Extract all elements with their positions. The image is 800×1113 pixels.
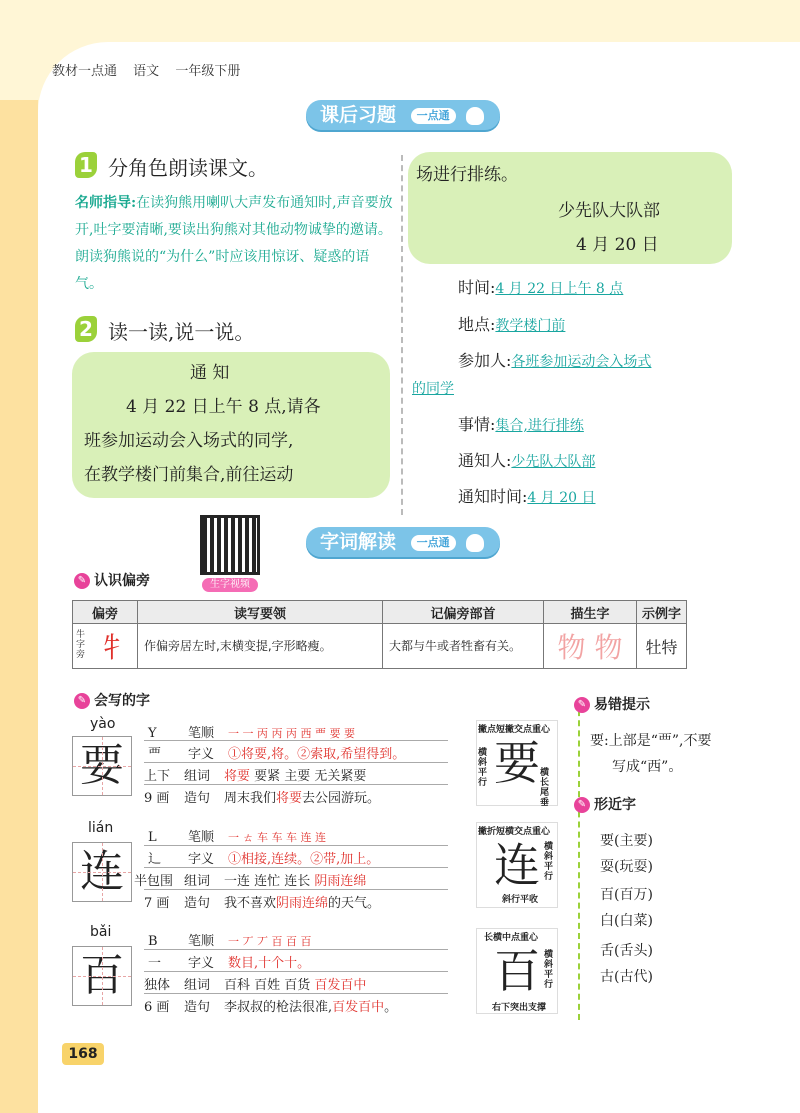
radical-table (72, 600, 687, 669)
words-row (144, 974, 366, 993)
word-highlight: 阴雨连绵 (314, 874, 367, 889)
stroke-order: 一 ㄊ 车 车 车 连 连 (228, 831, 326, 844)
demo-tip: 横斜平行 (478, 748, 488, 788)
answer-value: 教学楼门前 (495, 318, 566, 334)
header-cell: 读写要领 (138, 601, 383, 624)
words-row (134, 870, 366, 889)
divider (144, 949, 448, 950)
column-divider (401, 155, 403, 515)
words: 百科 百姓 百货 (224, 978, 311, 993)
similar-title-label: 形近字 (594, 797, 636, 813)
demo-tip: 横斜平行 (544, 842, 554, 882)
order-row (148, 826, 326, 845)
answer-notifier (458, 448, 595, 471)
meaning-row (148, 743, 405, 762)
question-number-1: 1 (75, 152, 97, 178)
row-label: 组词 (184, 769, 211, 784)
answer-value: 集合,进行排练 (495, 418, 584, 434)
similar-pair-item: 耍(玩耍) (600, 859, 653, 875)
page-header (52, 60, 252, 79)
letter: L (148, 830, 157, 845)
banner-subtitle: 一点通 (411, 108, 456, 124)
header-cell: 描生字 (544, 601, 637, 624)
meaning: 数目,十个十。 (228, 956, 311, 971)
subject-name: 语文 (133, 64, 160, 79)
notice-sign: 少先队大队部 (558, 201, 660, 221)
structure: 上下 (144, 769, 171, 784)
answer-value: 4 月 20 日 (527, 490, 596, 506)
similar-pair-item: 要(主要) (600, 833, 653, 849)
banner-subtitle: 一点通 (411, 535, 456, 551)
question-number-2: 2 (75, 316, 97, 342)
radical: 辶 (148, 852, 162, 867)
demo-tip: 横斜平行 (544, 950, 554, 990)
divider (144, 867, 448, 868)
stroke-order: 一 丆 丆 百 百 百 (228, 935, 312, 948)
pencil-icon: ✎ (74, 573, 90, 589)
similar-pair-item: 古(古代) (600, 969, 653, 985)
char-box: 百 (72, 946, 132, 1006)
answer-label: 通知时间: (458, 487, 528, 506)
write-section-label: 会写的字 (94, 693, 150, 709)
notice-line-1: 4 月 22 日上午 8 点,请各 (126, 397, 321, 417)
writing-demo: 连 (476, 822, 558, 908)
radical-section-title (74, 570, 150, 590)
letter: B (148, 934, 158, 949)
letter: Y (148, 726, 157, 741)
similar-title (574, 794, 636, 814)
answer-label: 地点: (458, 315, 496, 334)
write-section-title (74, 690, 150, 710)
demo-tip: 撇折短横交点重心 (478, 827, 551, 837)
sentence-highlight: 百发百中 (332, 1000, 385, 1015)
divider (144, 740, 448, 741)
answer-value: 少先队大队部 (511, 454, 596, 470)
demo-tip: 斜行平收 (502, 895, 539, 905)
notice-line-4: 场进行排练。 (416, 165, 518, 185)
meaning-row (148, 848, 379, 867)
row-label: 字义 (188, 747, 215, 762)
guide-text: 在读狗熊用喇叭大声发布通知时,声音要放开,吐字要清晰,要读出狗熊对其他动物诚挚的邀请。朗读狗熊说的“为什么”时应该用惊讶、疑惑的语气。 (75, 195, 393, 292)
question-2-title: 读一读,说一说。 (108, 320, 255, 344)
answer-place (458, 312, 565, 335)
structure: 半包围 (134, 874, 174, 889)
row-label: 组词 (184, 978, 211, 993)
row-label: 笔顺 (188, 830, 215, 845)
pencil-icon: ✎ (574, 797, 590, 813)
pencil-icon: ✎ (574, 697, 590, 713)
char-box: 要 (72, 736, 132, 796)
row-label: 造句 (184, 896, 211, 911)
answer-time (458, 275, 623, 298)
notice-box-right (408, 152, 732, 264)
meaning-row (148, 952, 310, 971)
divider (144, 889, 448, 890)
mistake-text-2: 写成“西”。 (612, 759, 683, 775)
answer-notice-time (458, 484, 595, 507)
sentence-part: 周末我们 (224, 791, 277, 806)
radical: 覀 (148, 747, 162, 762)
demo-tip: 撇点短撇交点重心 (478, 725, 551, 735)
notice-box-left (72, 352, 390, 498)
sentence-part: 李叔叔的枪法很准, (224, 1000, 333, 1015)
sentence-part: 的天气。 (328, 896, 381, 911)
answer-event (458, 412, 584, 435)
header-cell: 偏旁 (73, 601, 138, 624)
row-label: 字义 (188, 852, 215, 867)
char-box: 连 (72, 842, 132, 902)
strokes: 9 画 (144, 791, 170, 806)
remember-cell: 大都与牛或者牲畜有关。 (383, 624, 544, 669)
meaning: ①相接,连续。②带,加上。 (228, 852, 380, 867)
writing-demo: 百 (476, 928, 558, 1014)
side-divider (578, 700, 580, 1020)
notice-title: 通 知 (190, 363, 230, 383)
trace-cell: 物 物 (544, 624, 637, 669)
meaning: ①将要,将。②索取,希望得到。 (228, 747, 406, 762)
divider (144, 784, 448, 785)
word-highlight: 将要 (224, 769, 251, 784)
demo-tip: 右下突出支撑 (492, 1003, 547, 1013)
row-label: 笔顺 (188, 934, 215, 949)
words: 要紧 主要 无关紧要 (254, 769, 367, 784)
exercises-banner (306, 100, 500, 130)
radical: 一 (148, 956, 162, 971)
table-row (73, 624, 687, 669)
answer-label: 参加人: (458, 351, 512, 370)
sentence-row (144, 787, 380, 806)
notice-date: 4 月 20 日 (576, 235, 659, 255)
guide-label: 名师指导: (75, 195, 137, 211)
writing-demo: 要 (476, 720, 558, 806)
strokes: 6 画 (144, 1000, 170, 1015)
row-label: 字义 (188, 956, 215, 971)
pinyin: bǎi (90, 924, 112, 940)
divider (144, 993, 448, 994)
similar-pair-item: 白(白菜) (600, 913, 653, 929)
sentence-part: 我不喜欢 (224, 896, 277, 911)
strokes: 7 画 (144, 896, 170, 911)
answer-participants-cont (412, 378, 454, 398)
qr-code[interactable] (200, 515, 260, 575)
question-1-title: 分角色朗读课文。 (108, 156, 268, 180)
sentence-row (144, 996, 397, 1015)
sentence-highlight: 将要 (276, 791, 303, 806)
book-name: 教材一点通 (52, 64, 118, 79)
row-label: 造句 (184, 791, 211, 806)
hand-pointer-icon (464, 532, 486, 554)
words-banner-title: 字词解读 (320, 531, 397, 553)
words: 一连 连忙 连长 (224, 874, 311, 889)
pinyin: yào (90, 716, 116, 732)
radical-section-label: 认识偏旁 (94, 573, 150, 589)
qr-video-label[interactable]: 生字视频 (202, 578, 258, 592)
exercises-banner-title: 课后习题 (320, 104, 397, 126)
mistake-text-1: 要:上部是“覀”,不要 (590, 733, 712, 749)
structure: 独体 (144, 978, 171, 993)
answer-value: 4 月 22 日上午 8 点 (495, 281, 624, 297)
similar-pair-item: 舌(舌头) (600, 943, 653, 959)
answer-label: 通知人: (458, 451, 512, 470)
sentence-row (144, 892, 380, 911)
radical-table-header (73, 601, 687, 624)
pencil-icon: ✎ (74, 693, 90, 709)
radical-glyph: 牜 (98, 631, 127, 664)
answer-label: 时间: (458, 278, 496, 297)
divider (144, 762, 448, 763)
radical-name: 牛字旁 (76, 630, 86, 660)
divider (144, 971, 448, 972)
row-label: 笔顺 (188, 726, 215, 741)
header-cell: 示例字 (637, 601, 687, 624)
answer-label: 事情: (458, 415, 496, 434)
answer-value: 各班参加运动会入场式 (511, 354, 652, 370)
grade-name: 一年级下册 (175, 64, 241, 79)
sentence-highlight: 阴雨连绵 (276, 896, 329, 911)
order-row (148, 930, 311, 949)
similar-pair-item: 百(百万) (600, 887, 653, 903)
example-cell: 牡特 (637, 624, 687, 669)
header-cell: 记偏旁部首 (383, 601, 544, 624)
write-tip-cell: 作偏旁居左时,末横变提,字形略瘦。 (138, 624, 383, 669)
page-number: 168 (62, 1043, 104, 1065)
answer-value: 的同学 (412, 381, 454, 397)
demo-tip: 横长尾垂 (540, 768, 550, 808)
orange-band (0, 100, 38, 1113)
radical-cell (73, 624, 138, 669)
answer-participants (458, 348, 651, 371)
row-label: 造句 (184, 1000, 211, 1015)
teacher-guide (75, 190, 395, 298)
word-highlight: 百发百中 (314, 978, 367, 993)
words-banner (306, 527, 500, 557)
divider (144, 845, 448, 846)
row-label: 组词 (184, 874, 211, 889)
mistake-title (574, 694, 650, 714)
demo-tip: 长横中点重心 (484, 933, 539, 943)
hand-pointer-icon (464, 105, 486, 127)
sentence-part: 去公园游玩。 (302, 791, 381, 806)
mistake-title-label: 易错提示 (594, 697, 650, 713)
notice-line-3: 在教学楼门前集合,前往运动 (84, 465, 294, 485)
order-row (148, 722, 355, 741)
notice-line-2: 班参加运动会入场式的同学, (84, 431, 294, 451)
stroke-order: 一 一 丙 丙 丙 西 覀 要 要 (228, 727, 355, 740)
pinyin: lián (88, 820, 114, 836)
sentence-part: 。 (384, 1000, 398, 1015)
words-row (144, 765, 366, 784)
